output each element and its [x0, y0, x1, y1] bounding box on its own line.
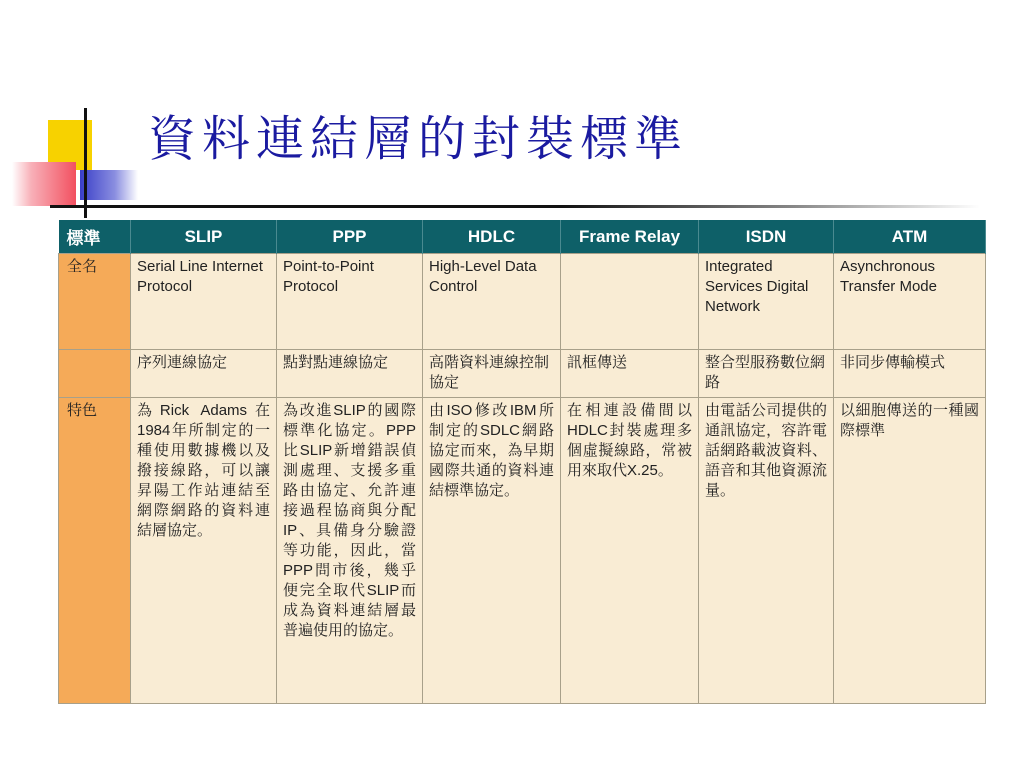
cell-isdn-full-name: Integrated Services Digital Network [699, 254, 834, 350]
title-decoration-red [12, 162, 76, 206]
cell-hdlc-full-name: High-Level Data Control [423, 254, 561, 350]
table-row-full-name [59, 254, 986, 350]
cell-ppp-full-name: Point-to-Point Protocol [277, 254, 423, 350]
title-underline [50, 205, 980, 208]
row-label-full-name: 全名 [59, 254, 131, 350]
cell-ppp-chinese-name: 點對點連線協定 [277, 350, 423, 398]
cell-frame-relay-full-name [561, 254, 699, 350]
cell-atm-chinese-name: 非同步傳輸模式 [834, 350, 986, 398]
header-ppp: PPP [277, 220, 423, 254]
cell-atm-full-name: Asynchronous Transfer Mode [834, 254, 986, 350]
cell-hdlc-features: 由ISO修改IBM所制定的SDLC網路協定而來，為早期國際共通的資料連結標準協定。 [423, 398, 561, 704]
table-row-features [59, 398, 986, 704]
cell-atm-features: 以細胞傳送的一種國際標準 [834, 398, 986, 704]
slide-title: 資料連結層的封裝標準 [148, 111, 689, 167]
header-frame-relay: Frame Relay [561, 220, 699, 254]
cell-ppp-features: 為改進SLIP的國際標準化協定。PPP比SLIP新增錯誤偵測處理、支援多重路由協定、允許連接過程協商與分配IP、具備身分驗證等功能，因此，當PPP問市後，幾乎便完全取代SLIP而成為資料連結層最普遍使用的協定。 [277, 398, 423, 704]
header-atm: ATM [834, 220, 986, 254]
table-row-chinese-name [59, 350, 986, 398]
row-label-chinese-name [59, 350, 131, 398]
header-standard: 標準 [59, 220, 131, 254]
cell-slip-features: 為Rick Adams在1984年所制定的一種使用數據機以及撥接線路，可以讓昇陽工作站連結至網際網路的資料連結層協定。 [131, 398, 277, 704]
cell-isdn-features: 由電話公司提供的通訊協定，容許電話網路載波資料、語音和其他資源流量。 [699, 398, 834, 704]
title-decoration-vertical-line [84, 108, 87, 218]
table-header-row [59, 220, 986, 254]
cell-hdlc-chinese-name: 高階資料連線控制協定 [423, 350, 561, 398]
standards-table [58, 220, 986, 704]
cell-frame-relay-features: 在相連設備間以HDLC封裝處理多個虛擬線路，常被用來取代X.25。 [561, 398, 699, 704]
cell-isdn-chinese-name: 整合型服務數位網路 [699, 350, 834, 398]
header-slip: SLIP [131, 220, 277, 254]
cell-slip-chinese-name: 序列連線協定 [131, 350, 277, 398]
title-decoration-blue [80, 170, 138, 200]
row-label-features: 特色 [59, 398, 131, 704]
cell-frame-relay-chinese-name: 訊框傳送 [561, 350, 699, 398]
header-hdlc: HDLC [423, 220, 561, 254]
header-isdn: ISDN [699, 220, 834, 254]
cell-slip-full-name: Serial Line Internet Protocol [131, 254, 277, 350]
